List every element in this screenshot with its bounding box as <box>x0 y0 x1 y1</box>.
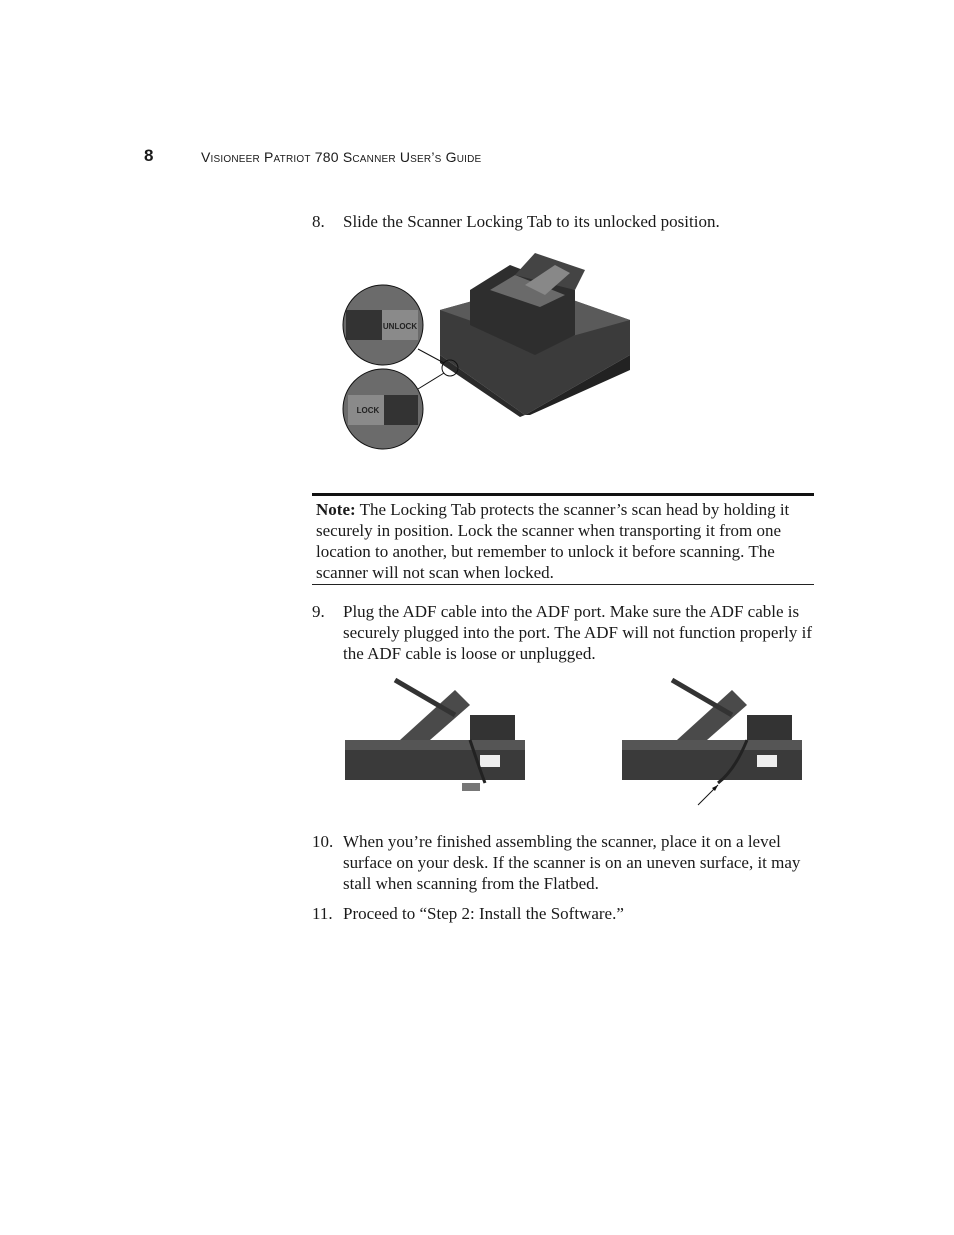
lock-inset <box>343 369 423 449</box>
step-number: 11. <box>312 904 333 923</box>
running-title: Visioneer Patriot 780 Scanner User’s Guide <box>201 149 482 165</box>
unlock-label: UNLOCK <box>382 322 418 331</box>
step-text: Proceed to “Step 2: Install the Software.” <box>343 904 624 923</box>
note-box <box>312 493 814 585</box>
step-11 <box>312 903 817 924</box>
step-number: 10. <box>312 832 334 851</box>
step-9 <box>312 601 817 664</box>
scanner-side-unplugged <box>345 680 525 791</box>
unlock-inset <box>343 285 423 365</box>
step-10 <box>312 831 817 894</box>
step-text: Slide the Scanner Locking Tab to its unlocked position. <box>343 212 720 231</box>
step-number: 9. <box>312 602 325 621</box>
step-text: Plug the ADF cable into the ADF port. Make sure the ADF cable is securely plugged into the port. The ADF will not function properly if the ADF cable is loose or unplugged. <box>343 602 812 663</box>
step-8 <box>312 211 817 232</box>
scanner-side-plugged <box>622 680 802 805</box>
page-number: 8 <box>144 146 154 165</box>
scanner-locking-tab-figure <box>340 245 640 455</box>
note-label: Note: <box>316 500 356 519</box>
step-number: 8. <box>312 212 325 231</box>
note-text: The Locking Tab protects the scanner’s scan head by holding it securely in position. Lock the scanner when transporting it from one location to another, but remember to unlock it before scanning. The scanner will not scan when locked. <box>316 500 790 582</box>
adf-cable-figure <box>340 675 810 810</box>
lock-label: LOCK <box>356 406 380 415</box>
scanner-illustration <box>418 253 630 417</box>
step-text: When you’re finished assembling the scanner, place it on a level surface on your desk. If the scanner is on an uneven surface, it may stall when scanning from the Flatbed. <box>343 832 801 893</box>
page-header <box>144 146 644 168</box>
